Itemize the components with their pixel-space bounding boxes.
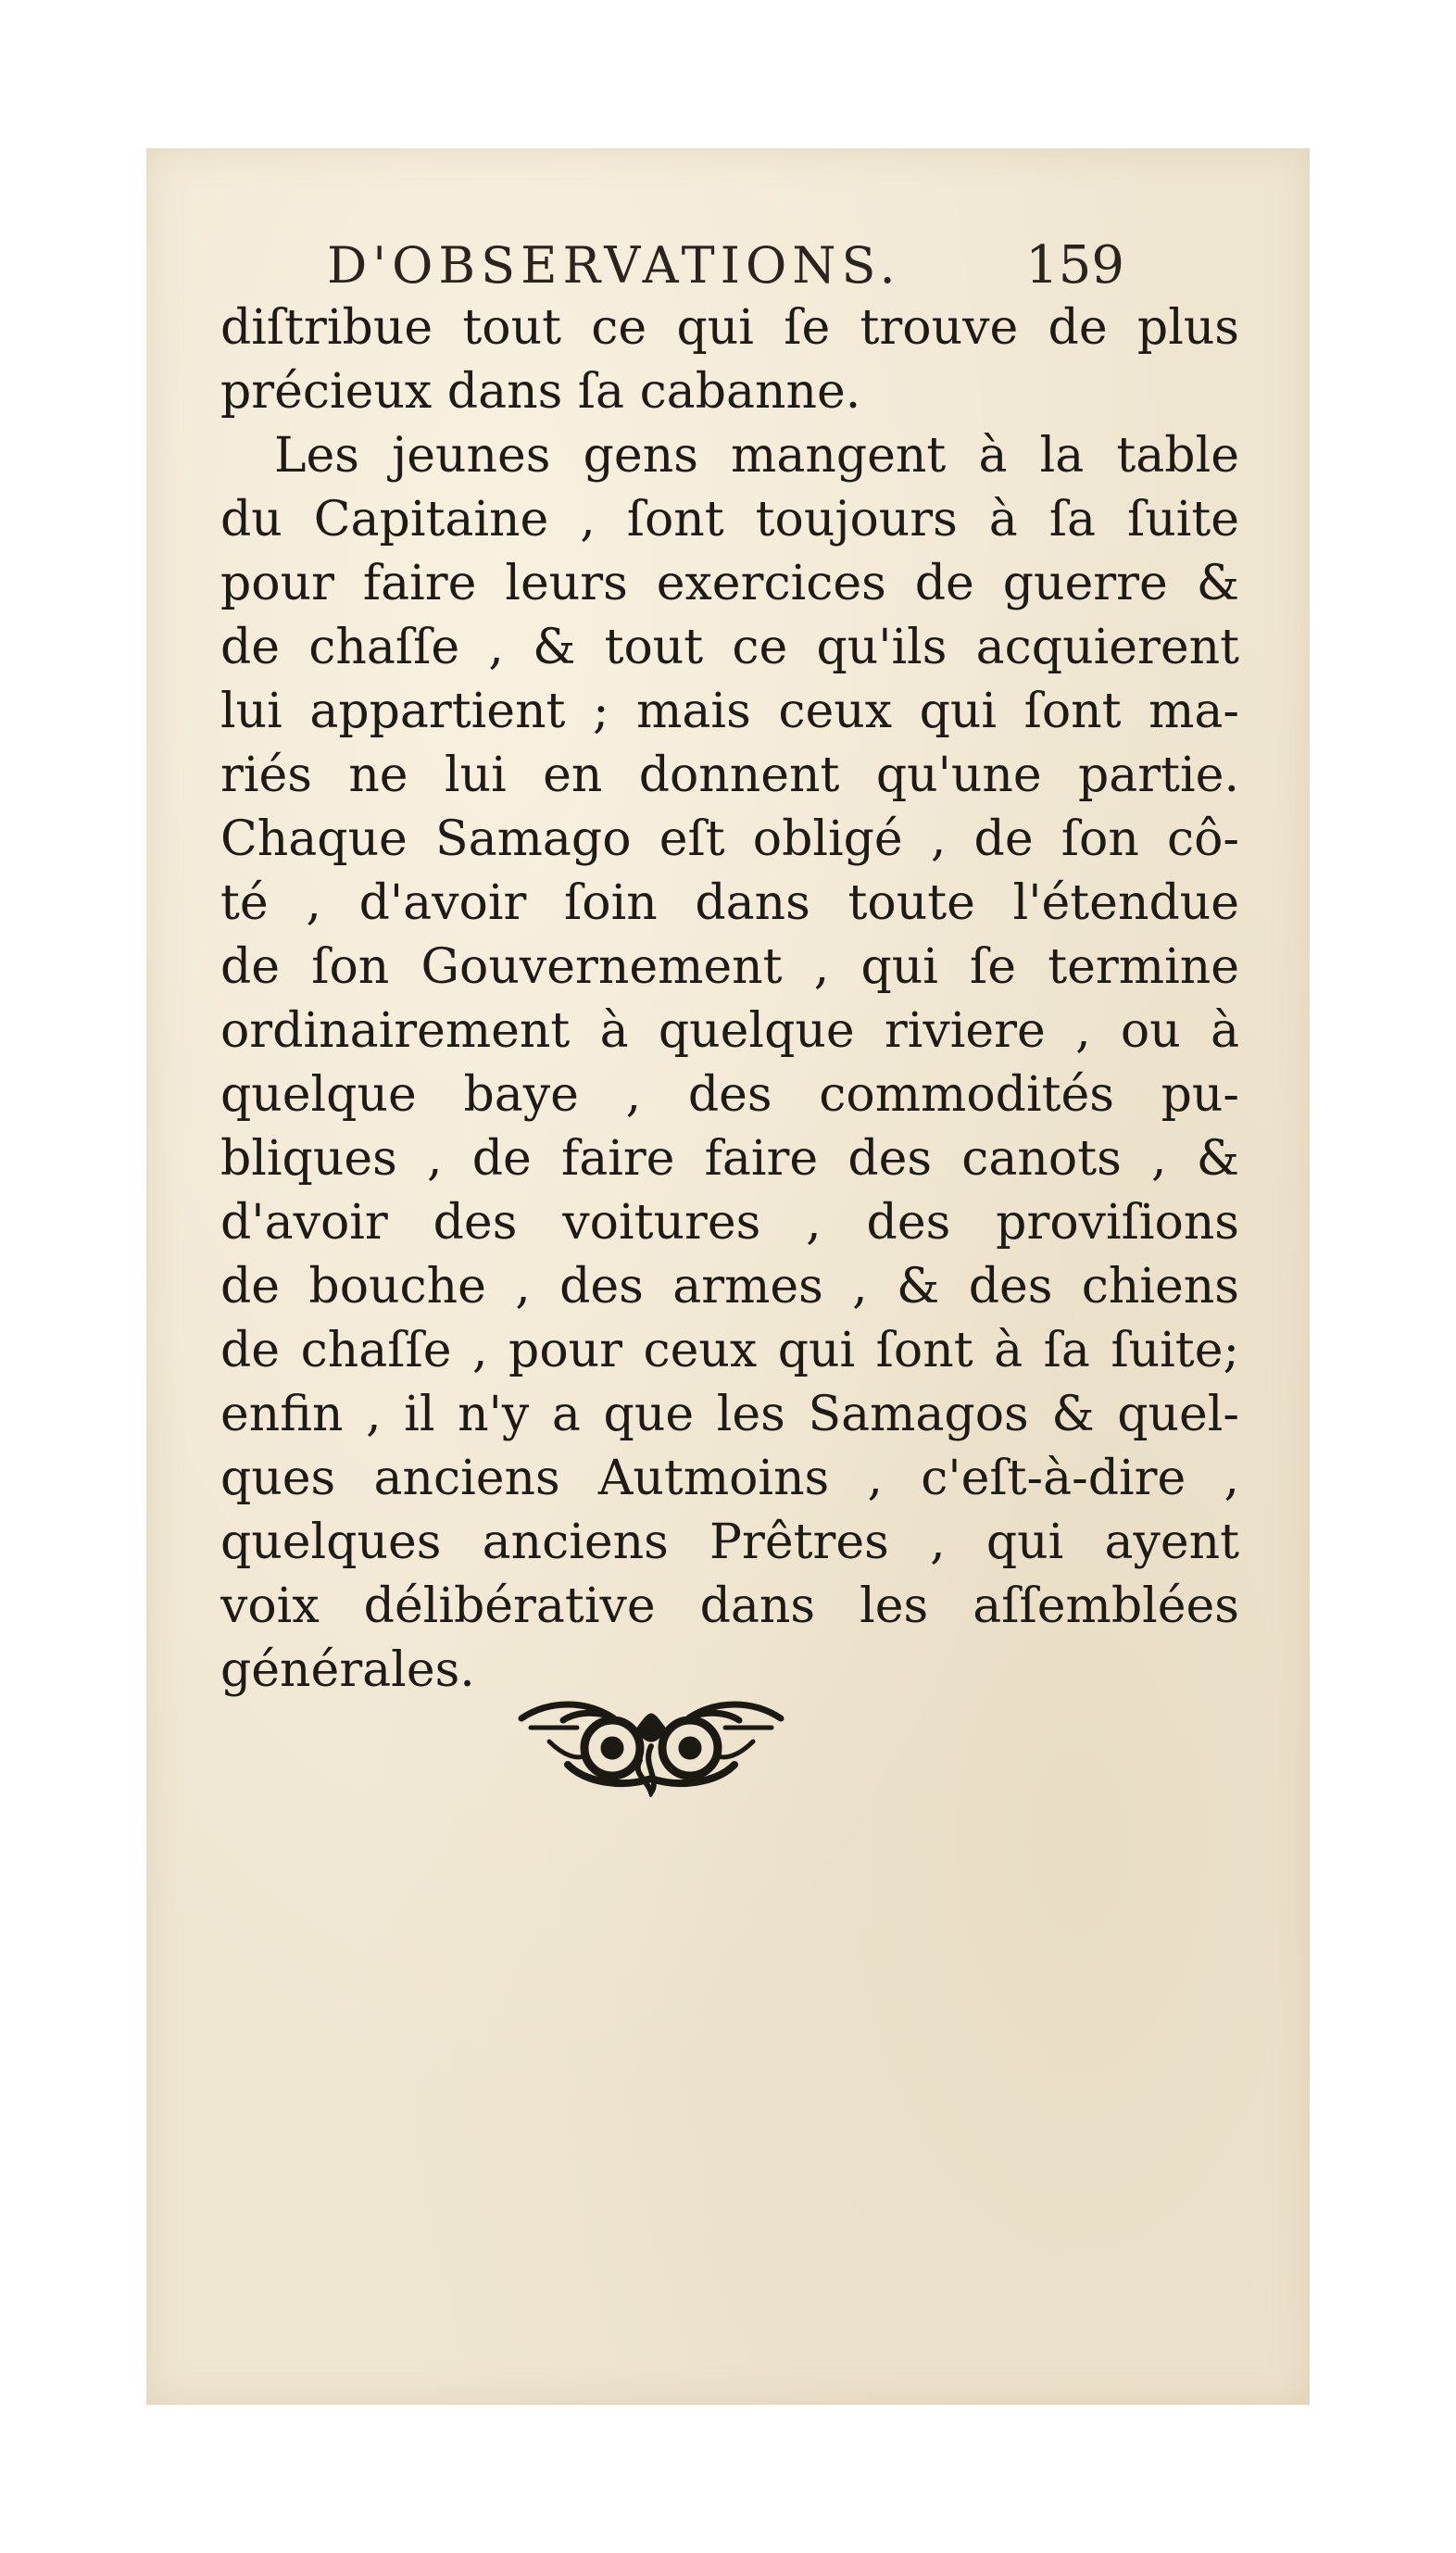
text-line: voix délibérative dans les aſſemblées [220,1578,1239,1634]
text-line: Chaque Samago eſt obligé , de ſon cô- [220,811,1239,867]
text-line: enfin , il n'y a que les Samagos & quel- [220,1387,1239,1442]
book-page [146,148,1310,2405]
text-line: de ſon Gouvernement , qui ſe termine [220,939,1239,995]
text-line: de bouche , des armes , & des chiens [220,1259,1239,1314]
body-text [220,296,1239,1703]
text-line: quelque baye , des commodités pu- [220,1067,1239,1123]
text-line: ordinairement à quelque riviere , ou à [220,1003,1239,1059]
text-line: générales. [220,1642,475,1698]
text-line: té , d'avoir ſoin dans toute l'étendue [220,875,1239,931]
text-line: de chaſſe , & tout ce qu'ils acquierent [220,620,1239,675]
text-line: ques anciens Autmoins , c'eſt-à-dire , [220,1451,1239,1506]
page-header [327,233,1124,298]
running-title: D'OBSERVATIONS. [327,236,901,295]
text-line: du Capitaine , ſont toujours à ſa ſuite [220,492,1239,547]
tailpiece-ornament-icon [512,1691,790,1797]
text-line: pour faire leurs exercices de guerre & [220,556,1239,611]
text-line: d'avoir des voitures , des proviſions [220,1195,1239,1251]
text-line: riés ne lui en donnent qu'une partie. [220,748,1239,803]
page-number: 159 [1025,235,1124,296]
text-line: quelques anciens Prêtres , qui ayent [220,1515,1239,1570]
text-line: de chaſſe , pour ceux qui ſont à ſa ſuite; [220,1323,1239,1378]
text-line: Les jeunes gens mangent à la table [274,428,1239,484]
text-line: bliques , de faire faire des canots , & [220,1131,1239,1187]
text-line: précieux dans ſa cabanne. [220,364,861,420]
text-line: diſtribue tout ce qui ſe trouve de plus [220,300,1239,356]
text-line: lui appartient ; mais ceux qui ſont ma- [220,684,1239,739]
